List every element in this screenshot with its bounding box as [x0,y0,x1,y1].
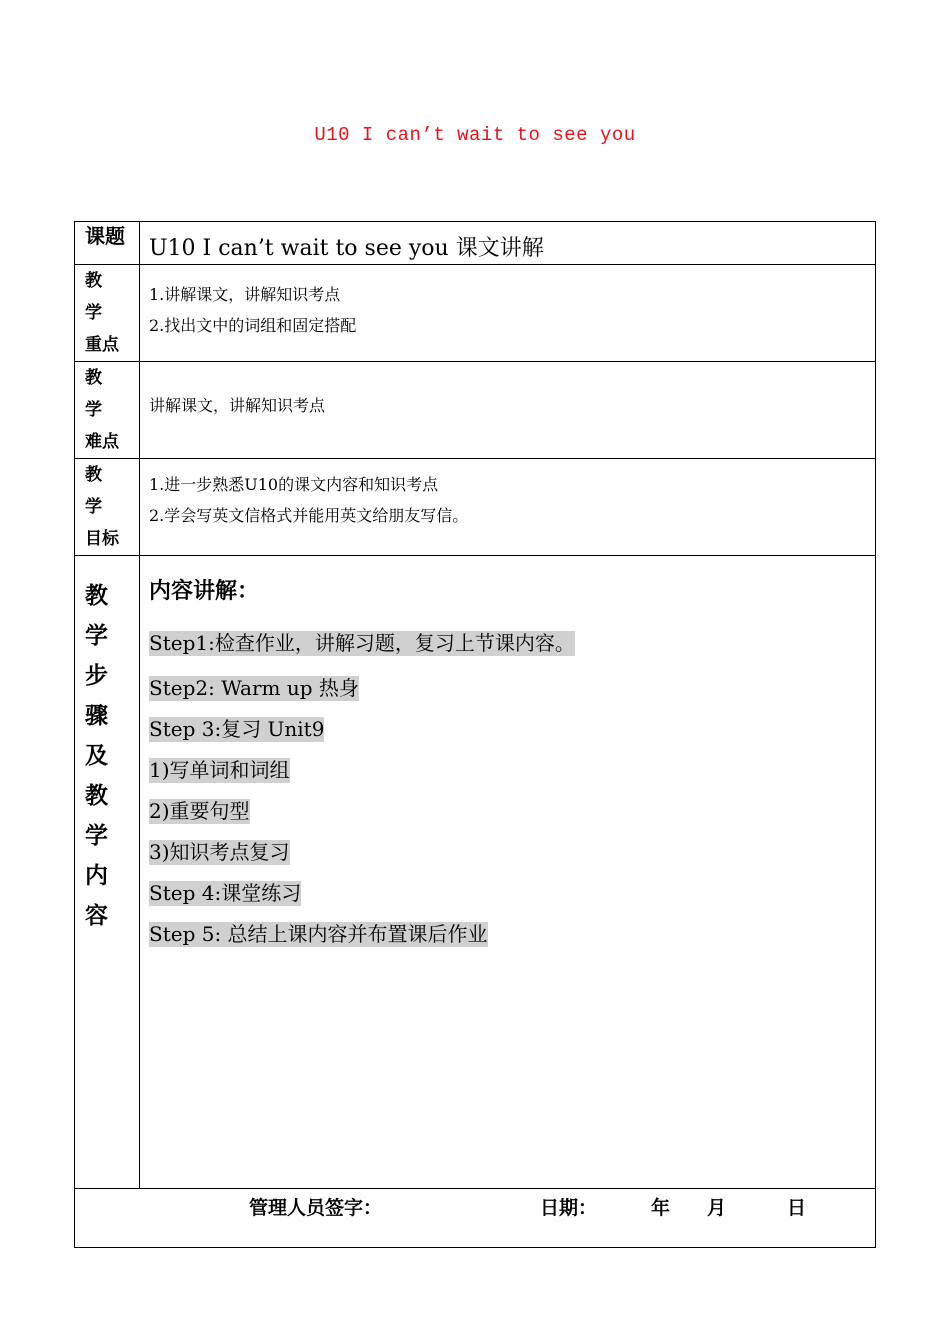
step-item: Step 4:课堂练习 [149,881,302,905]
step-item: 2)重要句型 [149,799,250,823]
vertical-char: 学 [85,823,108,849]
goals-row [75,459,876,556]
key-points-label-line-2: 重点 [85,335,119,355]
goals-cell [140,459,876,556]
year-label: 年 [651,1197,671,1219]
vertical-char: 内 [85,863,108,889]
topic-value: U10 I can’t wait to see you 课文讲解 [149,236,544,261]
difficulties-label-line-2: 难点 [85,432,119,452]
step-item: 3)知识考点复习 [149,840,290,864]
key-points-label [75,265,140,362]
goals-label-line-1: 教 学 [85,465,112,517]
step-item: Step 5: 总结上课内容并布置课后作业 [149,922,488,946]
steps-content-cell [140,556,876,1189]
difficulties-row [75,362,876,459]
goal-line: 1.进一步熟悉U10的课文内容和知识考点 [149,475,439,494]
difficulties-label [75,362,140,459]
key-points-cell [140,265,876,362]
difficulties-cell [140,362,876,459]
vertical-char: 容 [85,903,108,929]
key-points-label-line-1: 教 学 [85,271,112,323]
topic-row [75,222,876,265]
step-item: Step 3:复习 Unit9 [149,717,325,741]
lesson-plan-table [74,221,876,1248]
content-heading: 内容讲解： [149,579,260,604]
steps-vertical-label [75,556,140,1189]
vertical-char: 学 [85,623,108,649]
step-item: 1)写单词和词组 [149,758,290,782]
signature-cell [75,1189,876,1248]
document-title: U10 I can’t wait to see you [314,124,636,146]
difficulties-text: 讲解课文，讲解知识考点 [149,396,326,415]
vertical-char: 教 [85,583,108,609]
steps-row [75,556,876,1189]
topic-value-cell [140,222,876,265]
key-point-line: 2.找出文中的词组和固定搭配 [149,316,357,335]
month-label: 月 [707,1197,727,1219]
goal-line: 2.学会写英文信格式并能用英文给朋友写信。 [149,506,469,525]
step-item: Step1:检查作业，讲解习题，复习上节课内容。 [149,631,575,655]
topic-label: 课题 [75,222,140,265]
signature-row [75,1189,876,1248]
manager-signature-label: 管理人员签字： [249,1197,383,1219]
vertical-char: 教 [85,783,108,809]
vertical-char: 及 [85,743,108,769]
vertical-char: 步 [85,663,108,689]
key-points-row [75,265,876,362]
key-point-line: 1.讲解课文，讲解知识考点 [149,285,341,304]
difficulties-label-line-1: 教 学 [85,368,112,420]
step-item: Step2: Warm up 热身 [149,676,359,700]
goals-label-line-2: 目标 [85,529,119,549]
vertical-char: 骤 [85,703,108,729]
day-label: 日 [787,1197,807,1219]
date-label: 日期： [540,1197,598,1219]
goals-label [75,459,140,556]
